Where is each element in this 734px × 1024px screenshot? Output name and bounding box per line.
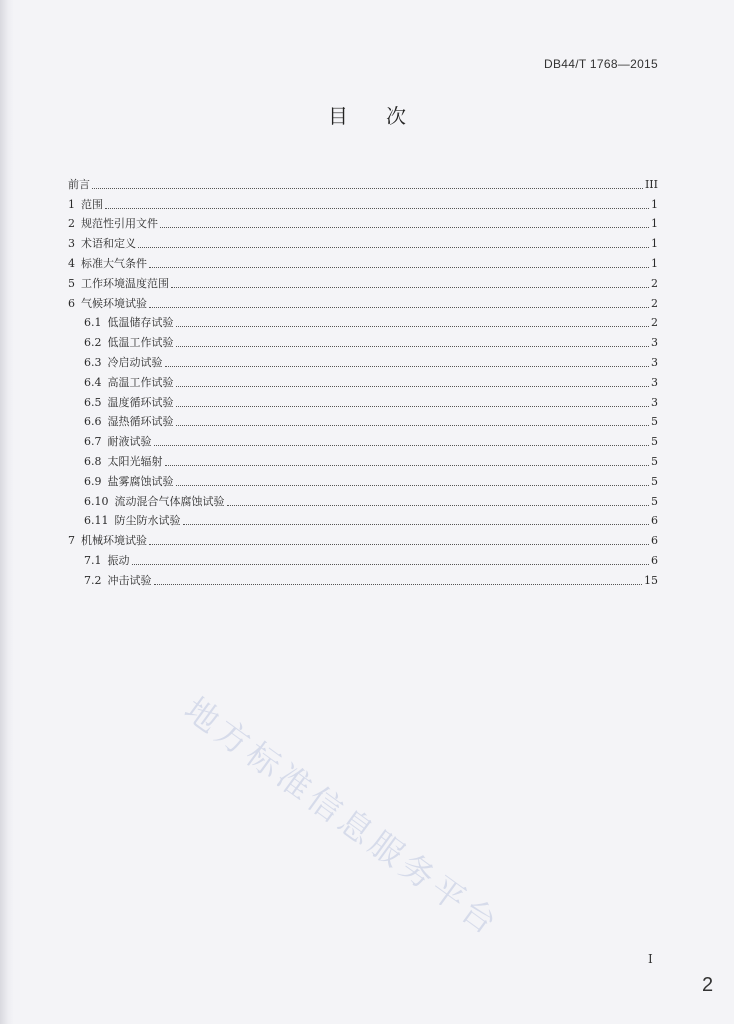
toc-leader-dots xyxy=(176,425,650,426)
toc-entry-title: 工作环境温度范围 xyxy=(81,276,169,290)
toc-leader-dots xyxy=(227,505,650,506)
toc-entry[interactable] xyxy=(68,172,658,192)
toc-entry-number: 6.2 xyxy=(84,336,102,350)
toc-leader-dots xyxy=(176,485,650,486)
toc-entry-label xyxy=(84,514,181,528)
toc-entry-number: 6.9 xyxy=(84,474,102,488)
toc-entry-title: 湿热循环试验 xyxy=(107,415,174,429)
toc-entry-label xyxy=(84,435,152,449)
toc-entry-number: 6.4 xyxy=(84,375,102,389)
toc-entry-label xyxy=(68,217,158,231)
toc-entry[interactable] xyxy=(68,251,658,271)
toc-entry[interactable] xyxy=(68,410,658,430)
toc-entry-label xyxy=(68,178,90,192)
toc-entry[interactable] xyxy=(68,429,658,449)
toc-entry-title: 流动混合气体腐蚀试验 xyxy=(114,494,225,508)
toc-entry[interactable] xyxy=(68,528,658,548)
toc-leader-dots xyxy=(132,564,650,565)
toc-entry-label xyxy=(84,415,174,429)
toc-entry[interactable] xyxy=(68,291,658,311)
toc-entry-number: 6.8 xyxy=(84,454,102,468)
toc-entry-number: 1 xyxy=(68,197,75,211)
toc-entry-page: 6 xyxy=(651,534,658,548)
toc-leader-dots xyxy=(154,445,650,446)
toc-entry[interactable] xyxy=(68,469,658,489)
toc-entry[interactable] xyxy=(68,548,658,568)
toc-entry-number: 6.11 xyxy=(84,514,109,528)
toc-entry-title: 耐液试验 xyxy=(107,435,152,449)
toc-entry-title: 术语和定义 xyxy=(81,237,136,251)
toc-entry-title: 太阳光辐射 xyxy=(107,454,163,468)
toc-entry-number: 3 xyxy=(68,237,75,251)
toc-entry[interactable] xyxy=(68,311,658,331)
toc-entry-number: 6.7 xyxy=(84,435,102,449)
toc-entry-title: 机械环境试验 xyxy=(81,534,147,548)
toc-leader-dots xyxy=(105,208,649,209)
toc-entry-label xyxy=(84,356,163,370)
toc-entry-number: 6.10 xyxy=(84,494,109,508)
toc-leader-dots xyxy=(176,386,650,387)
toc-entry-title: 标准大气条件 xyxy=(81,256,147,270)
toc-entry[interactable] xyxy=(68,350,658,370)
toc-leader-dots xyxy=(149,267,649,268)
toc-entry-title: 低温储存试验 xyxy=(107,316,174,330)
toc-entry-label xyxy=(84,495,225,509)
toc-entry-title: 气候环境试验 xyxy=(81,296,147,310)
toc-entry-title: 规范性引用文件 xyxy=(81,217,158,231)
toc-entry[interactable] xyxy=(68,231,658,251)
toc-entry-title: 高温工作试验 xyxy=(107,375,174,389)
toc-entry-label xyxy=(68,257,147,271)
toc-entry-page: 3 xyxy=(651,355,658,369)
toc-entry-page: 3 xyxy=(651,336,658,350)
toc-leader-dots xyxy=(165,465,650,466)
toc-entry-title: 冷启动试验 xyxy=(107,355,163,369)
toc-entry-page: 5 xyxy=(651,494,658,508)
toc-entry[interactable] xyxy=(68,568,658,588)
toc-leader-dots xyxy=(183,524,650,525)
toc-leader-dots xyxy=(176,406,650,407)
toc-entry-label xyxy=(84,336,174,350)
toc-leader-dots xyxy=(92,188,643,189)
toc-entry[interactable] xyxy=(68,370,658,390)
toc-entry-page: 1 xyxy=(651,197,658,211)
toc-leader-dots xyxy=(176,346,650,347)
toc-entry-page: 2 xyxy=(651,296,658,310)
scan-edge-shadow xyxy=(0,0,14,1024)
toc-entry[interactable] xyxy=(68,449,658,469)
toc-entry-title: 振动 xyxy=(107,553,130,567)
toc-entry-label xyxy=(68,297,147,311)
toc-entry[interactable] xyxy=(68,489,658,509)
toc-entry-page: 2 xyxy=(651,316,658,330)
toc-entry-label xyxy=(84,475,174,489)
toc-entry-number: 4 xyxy=(68,256,75,270)
toc-entry-page: 6 xyxy=(651,514,658,528)
toc-entry-label xyxy=(84,574,152,588)
toc-entry-page: 3 xyxy=(651,395,658,409)
toc-entry-page: 3 xyxy=(651,375,658,389)
toc-entry-page: 5 xyxy=(651,474,658,488)
toc-entry-title: 范围 xyxy=(81,197,103,211)
toc-entry-page: 6 xyxy=(651,553,658,567)
page-number: I xyxy=(648,952,653,966)
toc-entry-label xyxy=(84,455,163,469)
toc-entry[interactable] xyxy=(68,330,658,350)
toc-entry-number: 6.1 xyxy=(84,316,102,330)
toc-leader-dots xyxy=(165,366,650,367)
toc-entry-label xyxy=(68,534,147,548)
toc-entry-title: 防尘防水试验 xyxy=(114,514,181,528)
toc-leader-dots xyxy=(154,584,643,585)
toc-entry-label xyxy=(68,237,136,251)
toc-entry-number: 6 xyxy=(68,296,75,310)
toc-entry-page: 2 xyxy=(651,276,658,290)
toc-entry-title: 低温工作试验 xyxy=(107,336,174,350)
toc-entry-label xyxy=(84,396,174,410)
toc-entry-title: 温度循环试验 xyxy=(107,395,174,409)
toc-entry-label xyxy=(84,554,130,568)
watermark: 地方标准信息服务平台 xyxy=(177,689,508,945)
toc-entry-page: 1 xyxy=(651,256,658,270)
toc-entry[interactable] xyxy=(68,390,658,410)
standard-code: DB44/T 1768—2015 xyxy=(544,57,658,71)
toc-entry-number: 7.2 xyxy=(84,573,102,587)
toc-entry-page: 5 xyxy=(651,454,658,468)
toc-entry-page: 1 xyxy=(651,217,658,231)
toc-entry-title: 前言 xyxy=(68,177,90,191)
toc-entry[interactable] xyxy=(68,212,658,232)
toc-entry-label xyxy=(84,376,174,390)
toc-entry-page: 5 xyxy=(651,415,658,429)
toc-entry-title: 盐雾腐蚀试验 xyxy=(107,474,174,488)
toc-entry-page: 15 xyxy=(644,573,658,587)
toc-leader-dots xyxy=(149,307,649,308)
toc-entry-number: 7.1 xyxy=(84,553,102,567)
toc-entry-page: 1 xyxy=(651,237,658,251)
toc-entry-label xyxy=(68,198,103,212)
toc-entry[interactable] xyxy=(68,271,658,291)
toc-entry-number: 6.6 xyxy=(84,415,102,429)
toc-entry-number: 2 xyxy=(68,217,75,231)
toc-leader-dots xyxy=(171,287,649,288)
toc-entry-number: 7 xyxy=(68,534,75,548)
toc-entry[interactable] xyxy=(68,509,658,529)
sheet-number: 2 xyxy=(702,974,714,996)
page-title: 目次 xyxy=(328,104,444,128)
toc-entry-number: 5 xyxy=(68,276,75,290)
toc-entry-number: 6.3 xyxy=(84,355,102,369)
table-of-contents xyxy=(68,172,658,588)
toc-leader-dots xyxy=(176,326,650,327)
toc-leader-dots xyxy=(160,227,649,228)
toc-entry[interactable] xyxy=(68,192,658,212)
toc-entry-label xyxy=(68,277,169,291)
toc-entry-page: 5 xyxy=(651,435,658,449)
toc-leader-dots xyxy=(138,247,649,248)
toc-leader-dots xyxy=(149,544,649,545)
toc-entry-label xyxy=(84,316,174,330)
toc-entry-page: III xyxy=(644,177,658,191)
toc-entry-number: 6.5 xyxy=(84,395,102,409)
toc-entry-title: 冲击试验 xyxy=(107,573,152,587)
